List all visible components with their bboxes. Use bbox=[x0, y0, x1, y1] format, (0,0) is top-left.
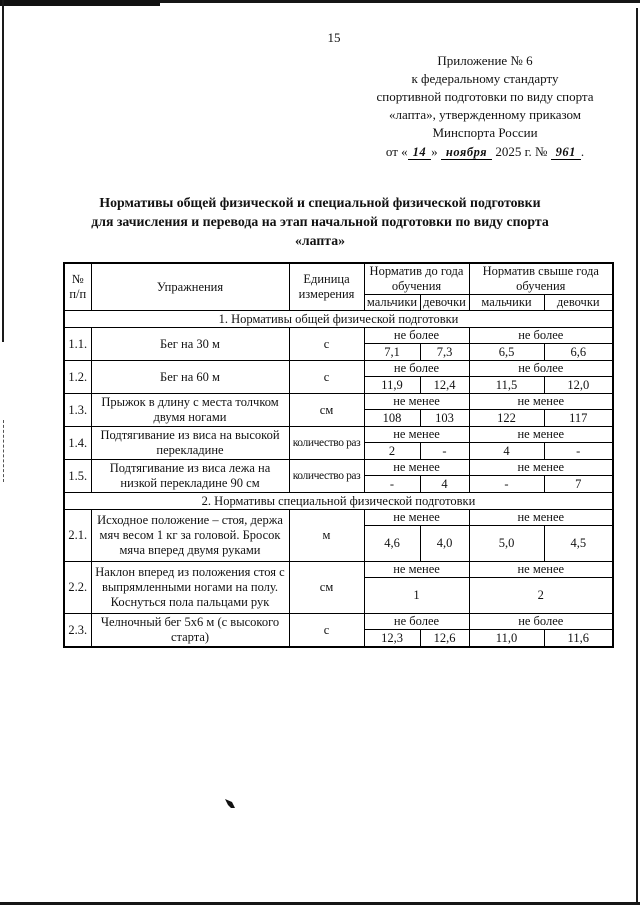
appendix-line: спортивной подготовки по виду спорта bbox=[376, 89, 594, 104]
value-cell: 117 bbox=[544, 410, 613, 427]
table-row bbox=[64, 427, 613, 443]
value-cell: 4 bbox=[469, 443, 544, 460]
value-cell: 12,4 bbox=[420, 377, 469, 394]
unit-cell: см bbox=[289, 394, 364, 427]
header-row bbox=[64, 263, 613, 295]
limit-cell: не более bbox=[469, 328, 613, 344]
limit-cell: не менее bbox=[469, 510, 613, 526]
exercise-cell: Подтягивание из виса лежа на низкой перекладине 90 см bbox=[91, 460, 289, 493]
section-row bbox=[64, 311, 613, 328]
date-close-quote: » bbox=[431, 144, 438, 159]
exercise-cell: Наклон вперед из положения стоя с выпрямленными ногами на полу. Коснуться пола пальцами рук bbox=[91, 562, 289, 614]
limit-cell: не более bbox=[364, 328, 469, 344]
limit-cell: не более bbox=[364, 614, 469, 630]
unit-cell: количество раз bbox=[289, 427, 364, 460]
document-title bbox=[40, 193, 600, 250]
appendix-date-line bbox=[354, 143, 616, 161]
value-cell: 11,5 bbox=[469, 377, 544, 394]
col-header-exercise: Упражнения bbox=[91, 263, 289, 311]
limit-cell: не менее bbox=[469, 394, 613, 410]
unit-cell: количество раз bbox=[289, 460, 364, 493]
num-cell: 1.4. bbox=[64, 427, 91, 460]
handwritten-month: ноября bbox=[445, 145, 488, 159]
table-row bbox=[64, 328, 613, 344]
value-cell: 7 bbox=[544, 476, 613, 493]
value-cell: 108 bbox=[364, 410, 420, 427]
subcol-girls: девочки bbox=[544, 295, 613, 311]
value-cell: 11,6 bbox=[544, 630, 613, 648]
title-line: «лапта» bbox=[294, 233, 346, 248]
value-cell: 6,6 bbox=[544, 344, 613, 361]
scan-border-right bbox=[636, 8, 638, 905]
subcol-boys: мальчики bbox=[364, 295, 420, 311]
unit-cell: с bbox=[289, 614, 364, 648]
value-cell: 12,6 bbox=[420, 630, 469, 648]
limit-cell: не менее bbox=[364, 394, 469, 410]
value-cell: - bbox=[364, 476, 420, 493]
limit-cell: не менее bbox=[469, 562, 613, 578]
unit-cell: см bbox=[289, 562, 364, 614]
value-cell: 5,0 bbox=[469, 526, 544, 562]
appendix-line: Минспорта России bbox=[432, 125, 538, 140]
num-cell: 1.5. bbox=[64, 460, 91, 493]
appendix-line: к федеральному стандарту bbox=[411, 71, 559, 86]
value-cell-merged: 2 bbox=[469, 578, 613, 614]
exercise-cell: Бег на 30 м bbox=[91, 328, 289, 361]
value-cell: 11,9 bbox=[364, 377, 420, 394]
ink-mark bbox=[225, 799, 237, 810]
num-cell: 1.1. bbox=[64, 328, 91, 361]
table-row bbox=[64, 394, 613, 410]
limit-cell: не менее bbox=[364, 562, 469, 578]
appendix-line: Приложение № 6 bbox=[437, 53, 533, 68]
subcol-boys: мальчики bbox=[469, 295, 544, 311]
limit-cell: не более bbox=[469, 361, 613, 377]
scan-border-left bbox=[2, 0, 4, 342]
page-number: 15 bbox=[327, 30, 341, 45]
value-cell: 4,6 bbox=[364, 526, 420, 562]
date-suffix: . bbox=[580, 144, 585, 159]
value-cell: - bbox=[544, 443, 613, 460]
exercise-cell: Исходное положение – стоя, держа мяч весом 1 кг за головой. Бросок мяча вперед двумя руками bbox=[91, 510, 289, 562]
col-header-unit: Единица измерения bbox=[289, 263, 364, 311]
table-row bbox=[64, 510, 613, 526]
num-cell: 2.1. bbox=[64, 510, 91, 562]
unit-cell: м bbox=[289, 510, 364, 562]
value-cell: 4 bbox=[420, 476, 469, 493]
value-cell: - bbox=[469, 476, 544, 493]
appendix-block bbox=[354, 52, 616, 161]
limit-cell: не менее bbox=[364, 510, 469, 526]
exercise-cell: Подтягивание из виса на высокой перекладине bbox=[91, 427, 289, 460]
num-cell: 2.2. bbox=[64, 562, 91, 614]
num-cell: 2.3. bbox=[64, 614, 91, 648]
table-row bbox=[64, 562, 613, 578]
value-cell: 6,5 bbox=[469, 344, 544, 361]
value-cell: - bbox=[420, 443, 469, 460]
exercise-cell: Прыжок в длину с места толчком двумя ногами bbox=[91, 394, 289, 427]
title-line: для зачисления и перевода на этап начальной подготовки по виду спорта bbox=[91, 214, 549, 229]
limit-cell: не более bbox=[469, 614, 613, 630]
value-cell: 11,0 bbox=[469, 630, 544, 648]
value-cell: 7,3 bbox=[420, 344, 469, 361]
value-cell: 12,3 bbox=[364, 630, 420, 648]
value-cell: 103 bbox=[420, 410, 469, 427]
col-header-group-after: Норматив свыше года обучения bbox=[469, 263, 613, 295]
value-cell: 12,0 bbox=[544, 377, 613, 394]
exercise-cell: Бег на 60 м bbox=[91, 361, 289, 394]
value-cell: 2 bbox=[364, 443, 420, 460]
col-header-group-before: Норматив до года обучения bbox=[364, 263, 469, 295]
exercise-cell: Челночный бег 5х6 м (с высокого старта) bbox=[91, 614, 289, 648]
title-line: Нормативы общей физической и специальной физической подготовки bbox=[99, 195, 541, 210]
appendix-line: «лапта», утвержденному приказом bbox=[388, 107, 582, 122]
unit-cell: с bbox=[289, 361, 364, 394]
value-cell: 4,0 bbox=[420, 526, 469, 562]
scan-border-top-left bbox=[0, 0, 160, 6]
handwritten-number: 961 bbox=[555, 145, 576, 159]
handwritten-day: 14 bbox=[412, 145, 427, 159]
limit-cell: не более bbox=[364, 361, 469, 377]
limit-cell: не менее bbox=[364, 460, 469, 476]
date-year: 2025 г. № bbox=[495, 144, 548, 159]
table-row bbox=[64, 614, 613, 630]
value-cell: 7,1 bbox=[364, 344, 420, 361]
limit-cell: не менее bbox=[469, 427, 613, 443]
table-row bbox=[64, 361, 613, 377]
date-prefix: от « bbox=[385, 144, 408, 159]
subcol-girls: девочки bbox=[420, 295, 469, 311]
section-label: 1. Нормативы общей физической подготовки bbox=[64, 311, 613, 328]
limit-cell: не менее bbox=[364, 427, 469, 443]
limit-cell: не менее bbox=[469, 460, 613, 476]
section-label: 2. Нормативы специальной физической подготовки bbox=[64, 493, 613, 510]
unit-cell: с bbox=[289, 328, 364, 361]
scan-border-left-dashed bbox=[3, 420, 4, 482]
num-cell: 1.2. bbox=[64, 361, 91, 394]
value-cell: 4,5 bbox=[544, 526, 613, 562]
section-row bbox=[64, 493, 613, 510]
standards-table bbox=[63, 262, 614, 648]
table-row bbox=[64, 460, 613, 476]
num-cell: 1.3. bbox=[64, 394, 91, 427]
value-cell: 122 bbox=[469, 410, 544, 427]
col-header-num: № п/п bbox=[64, 263, 91, 311]
value-cell-merged: 1 bbox=[364, 578, 469, 614]
